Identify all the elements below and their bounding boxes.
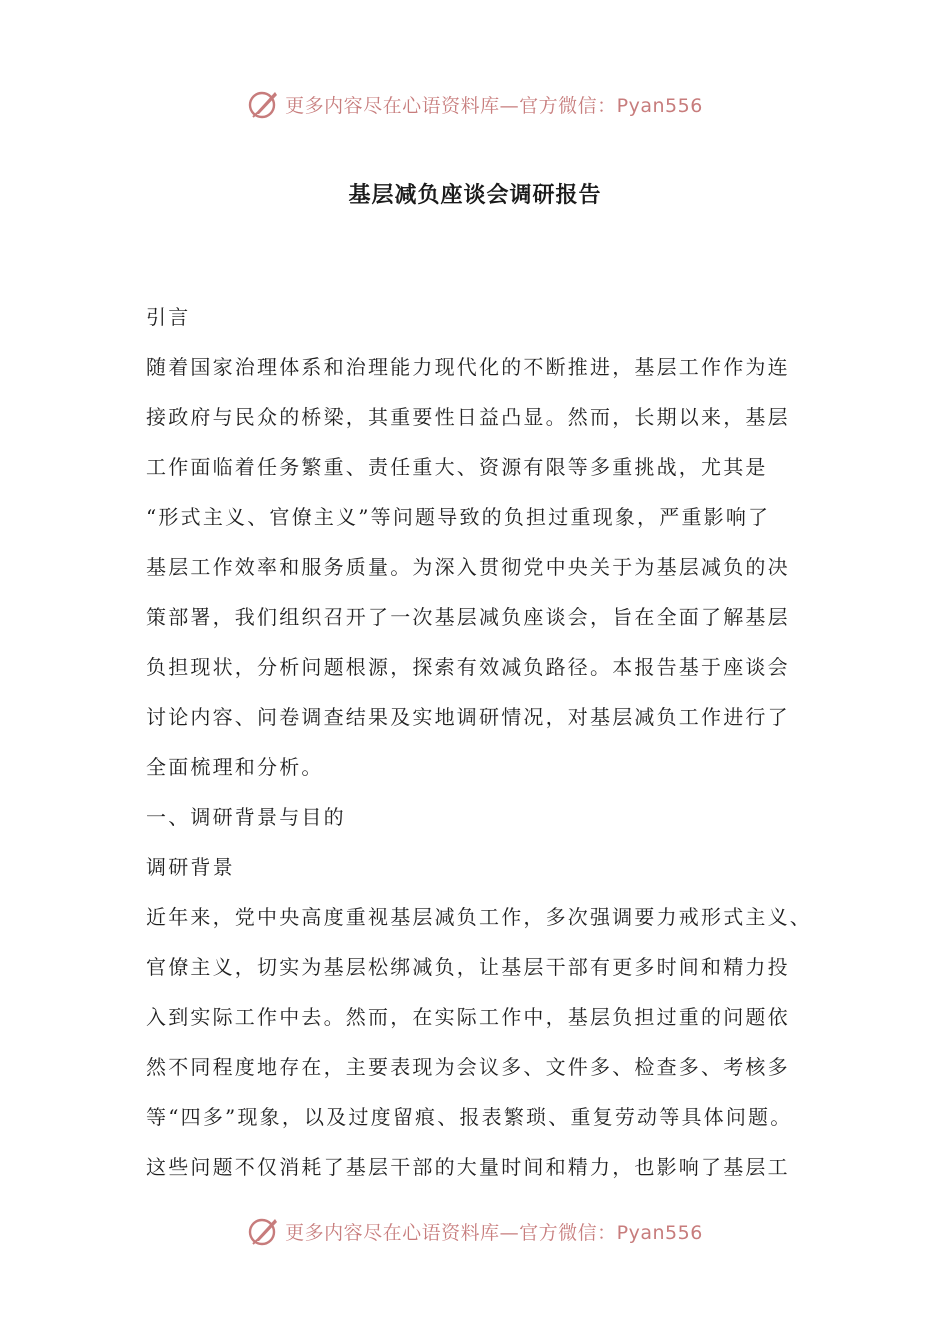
section-heading-intro: 引言: [146, 305, 191, 329]
body-line: 随着国家治理体系和治理能力现代化的不断推进，基层工作作为连: [146, 355, 790, 379]
body-line: 官僚主义，切实为基层松绑减负，让基层干部有更多时间和精力投: [146, 955, 790, 979]
body-line: 全面梳理和分析。: [146, 755, 324, 779]
body-line: 负担现状，分析问题根源，探索有效减负路径。本报告基于座谈会: [146, 655, 790, 679]
body-line: 策部署，我们组织召开了一次基层减负座谈会，旨在全面了解基层: [146, 605, 790, 629]
body-line: 讨论内容、问卷调查结果及实地调研情况，对基层减负工作进行了: [146, 705, 790, 729]
body-line: “形式主义、官僚主义”等问题导致的负担过重现象，严重影响了: [146, 505, 771, 529]
document-body: [146, 292, 818, 1192]
wechat-id: Pyan556: [616, 94, 703, 117]
document-title: 基层减负座谈会调研报告: [348, 182, 602, 208]
watermark-text: 更多内容尽在心语资料库—官方微信：Pyan556: [285, 94, 703, 117]
watermark-text: 更多内容尽在心语资料库—官方微信：Pyan556: [285, 1221, 703, 1244]
footer-watermark: [0, 1211, 950, 1251]
wechat-id: Pyan556: [616, 1221, 703, 1244]
body-line: 然不同程度地存在，主要表现为会议多、文件多、检查多、考核多: [146, 1055, 790, 1079]
quill-logo-icon: [247, 87, 281, 121]
subheading-background: 调研背景: [146, 855, 235, 879]
body-line: 等“四多”现象，以及过度留痕、报表繁琐、重复劳动等具体问题。: [146, 1105, 793, 1129]
body-line: 近年来，党中央高度重视基层减负工作，多次强调要力戒形式主义、: [146, 905, 812, 929]
quill-logo-icon: [247, 1214, 281, 1248]
body-line: 这些问题不仅消耗了基层干部的大量时间和精力，也影响了基层工: [146, 1155, 790, 1179]
section-heading-background: 一、调研背景与目的: [146, 805, 346, 829]
header-watermark: [0, 84, 950, 124]
body-line: 工作面临着任务繁重、责任重大、资源有限等多重挑战，尤其是: [146, 455, 768, 479]
body-line: 入到实际工作中去。然而，在实际工作中，基层负担过重的问题依: [146, 1005, 790, 1029]
body-line: 基层工作效率和服务质量。为深入贯彻党中央关于为基层减负的决: [146, 555, 790, 579]
body-line: 接政府与民众的桥梁，其重要性日益凸显。然而，长期以来，基层: [146, 405, 790, 429]
